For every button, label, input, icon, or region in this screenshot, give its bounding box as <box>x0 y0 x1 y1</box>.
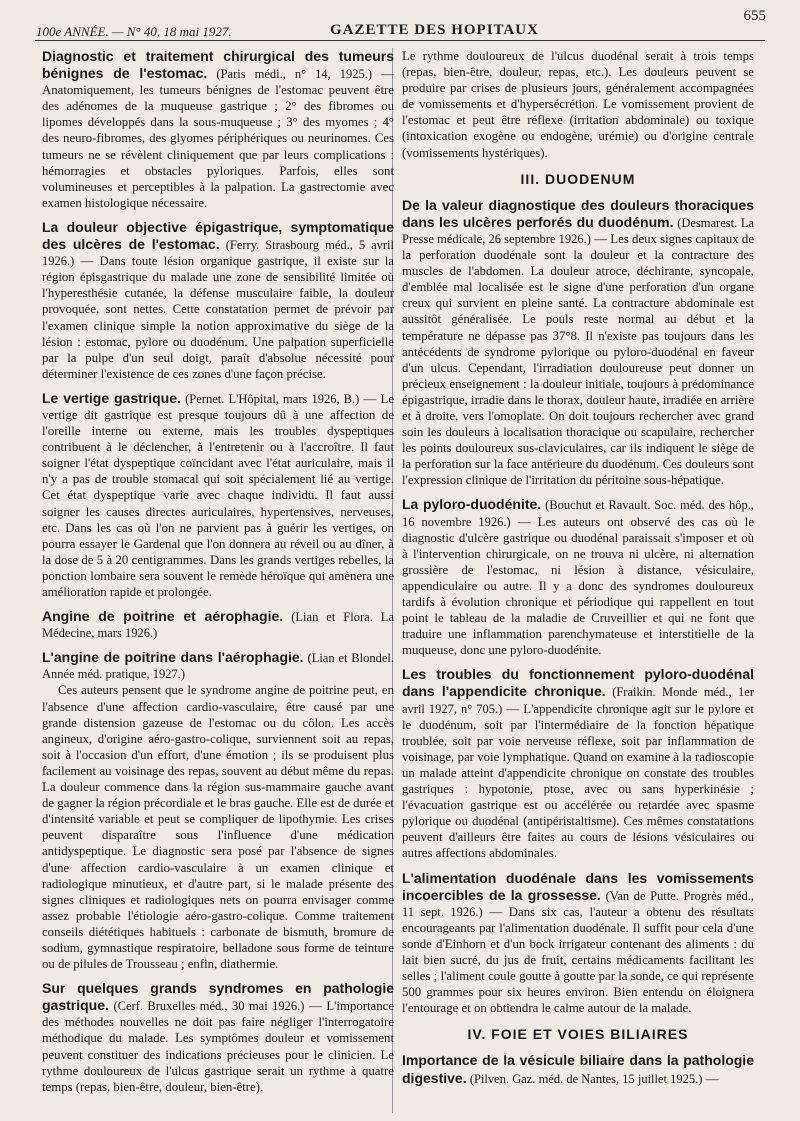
section-heading: IV. FOIE ET VOIES BILIAIRES <box>467 1026 689 1043</box>
article-body: — <box>705 1071 719 1086</box>
article-title: Les troubles du fonctionnement pyloro-duodénal dans l'appendicite chronique. <box>402 666 754 700</box>
article <box>42 48 394 211</box>
article-continuation <box>402 48 754 161</box>
article-reference: (Pilven. Gaz. méd. de Nantes, 15 juillet 1925.) <box>469 1071 703 1086</box>
article-reference: (Paris médi., n° 14, 1925.) <box>216 67 373 82</box>
article <box>402 496 754 658</box>
article-reference: (Lian et Blondel. Année méd. pratique, 1927.) <box>42 651 395 682</box>
article <box>402 870 754 1017</box>
article-reference: (Ferry. Strasbourg méd., 5 avril 1926.) <box>42 238 394 269</box>
article <box>42 219 394 382</box>
article-title: De la valeur diagnostique des douleurs thoraciques dans les ulcères perforés du duodénum. <box>402 196 754 230</box>
page-number: 655 <box>743 8 766 24</box>
article-title: Importance de la vésicule biliaire dans la pathologie digestive. <box>402 1052 754 1086</box>
article <box>402 1052 754 1086</box>
article-body: — Dans six cas, l'auteur a obtenu des résultats encourageants par l'alimentation duodénale. Il suffit pour cela d'une sonde d'Einhorn et d'un bock irrigateur contenant des aliments : du lait bien sucré, du jus de fruit, certains médicaments facilitant les selles ; l'aliment coule goutte à goutte par la sonde, ce qui représente 500 grammes pour six heures environ. Bien entendu on éloignera l'entourage et on obtiendra le calme autour de la malade. <box>402 904 754 1016</box>
article-body: Le rythme douloureux de l'ulcus duodénal serait à trois temps (repas, bien-être, douleur, repas, etc.). Les douleurs peuvent se produire par crises de plusieurs jours, généralement accompagnées de vomissements et d'hypersécrétion. Le vomissement provient de l'estomac et peut être réflexe (irritation abdominale) ou toxique (intoxication exogène ou endogène, urémie) ou d'origine centrale (vomissements hystériques). <box>402 49 754 160</box>
article-title: L'angine de poitrine dans l'aérophagie. <box>42 649 304 666</box>
article <box>402 666 754 861</box>
article-body: — L'appendicite chronique agit sur le pylore et le duodénum, soit par l'intermédiaire de la fonction hépatique troublée, soit par voie nerveuse réflexe, soit par inflammation de voisinage, par voie lymphatique. Quand on examine à la radioscopie un malade atteint d'appendicite chronique on constate des troubles gastriques : hypotonie, ptose, avec ou sans hyperkinésie ; l'évacuation gastrique est ou accélérée ou retardée avec spasme pylorique ou duodénal (antipéristaltisme). Ces mêmes constatations peuvent d'ailleurs être faites au cours de lésions vésiculaires ou autres affections abdominales. <box>402 701 754 861</box>
header-rule <box>35 40 765 41</box>
article-reference: (Bouchut et Ravault. Soc. méd. des hôp., 16 novembre 1926.) <box>402 498 754 529</box>
section-heading: III. DUODENUM <box>520 170 636 187</box>
article-reference: (Van de Putte. Progrès méd., 11 sept. 1926.) <box>402 888 755 919</box>
article <box>42 608 394 641</box>
left-column <box>42 48 394 1103</box>
article-body: — Les auteurs ont observé des cas où le diagnostic d'ulcère gastrique ou duodénal paraissait s'imposer et où à l'intervention chirurgicale, on ne trouva ni ulcère, ni alternation grossière de l'estomac, ni lésion à distance, vésiculaire, appendiculaire ou autre. Il y a donc des syndromes douloureux tardifs à évolution chronique et périodique qui rappellent en tout point le tableau de la maladie de Cruveillier et qui ne font que traduire une inflammation parenchymateuse et interstitielle de la muqueuse, donc une pyloro-duodénite. <box>402 514 755 658</box>
article-reference: (Cerf. Bruxelles méd., 30 mai 1926.) <box>113 999 305 1014</box>
article-title: Le vertige gastrique. <box>42 389 181 406</box>
running-head <box>30 8 770 38</box>
article <box>402 197 754 489</box>
article <box>42 649 394 972</box>
article <box>42 390 394 600</box>
article-reference: (Desmarest. La Presse médicale, 26 septembre 1926.) <box>402 215 755 246</box>
article-title: La douleur objective épigastrique, symptomatique des ulcères de l'estomac. <box>42 218 394 253</box>
journal-title: GAZETTE DES HOPITAUX <box>330 22 539 38</box>
issue-line: 100e ANNÉE. — N° 40, 18 mai 1927. <box>36 24 232 39</box>
article-body: — Le vertige dit gastrique est presque toujours dû à une affection de l'oreille interne ou externe, mais les troubles dyspeptiques contribuent à le déclencher, à l'entretenir ou à l'accroître. Il faut soigner l'état dyspeptique coïncidant avec l'état auriculaire, mais il n'y a pas de trouble stomacal qui soit spécialement lié au vertige. Cet état dyspeptique varie avec chaque individu. Il faut aussi soigner les causes directes auriculaires, hypertensives, nerveuses, etc. Dans les cas où l'on ne parvient pas à guérir les vertiges, on pourra essayer le Gardenal que l'on donnera au réveil ou au dîner, à la dose de 5 à 20 centigrammes. Dans les grands vertiges rebelles, la ponction lombaire sera souvent le remède héroïque qui amènera une amélioration rapide et prolongée. <box>42 391 395 599</box>
article-body: Ces auteurs pensent que le syndrome angine de poitrine peut, en l'absence d'une affection cardio-vasculaire, être causé par une grande distension gazeuse de l'estomac ou du côlon. Les accès angineux, d'origine aéro-gastro-colique, surviennent soit au repas, soit à l'occasion d'un effort, d'une émotion ; ils se produisent plus facilement au voisinage des repas, souvent au début même du repas. La douleur commence dans la région sus-mammaire gauche avant de gagner la région précordiale et le bras gauche. Elle est de durée et d'intensité variable et peut se compliquer de lipothymie. Les crises peuvent disparaître sous l'influence d'une médication antidyspeptique. Le diagnostic sera posé par l'absence de signes d'une affection cardio-vasculaire à un examen clinique et radiologique minutieux, et d'autre part, si le malade présente des signes cliniques et radiologiques nets on pourra envisager comme assez probable l'étiologie aéro-gastro-colique. Comme traitement conseils diététiques habituels : carbonate de bismuth, bromure de sodium, gymnastique respiratoire, belladone sous forme de teinture ou de pilules de Trousseau ; enfin, diathermie. <box>42 683 394 972</box>
article-reference: (Lian et Flora. La Médecine, mars 1926.) <box>42 610 394 641</box>
article-body: — Dans toute lésion organique gastrique, il existe sur la région épisgastrique du malade une zone de sensibilité limitée où l'hyperesthésie cutanée, la défense musculaire faible, la douleur provoquée, sont nettes. Cette constatation permet de prévoir par l'examen clinique simple la notion approximative du siège de la lésion : estomac, pylore ou duodénum. Une palpation superficielle par la pulpe d'un seul doigt, paraît d'absolue nécessité pour déterminer l'existence de ces zones d'une façon précise. <box>42 254 394 381</box>
article-title: Angine de poitrine et aérophagie. <box>42 608 284 625</box>
article-reference: (Pernet. L'Hôpital, mars 1926, B.) <box>185 391 360 406</box>
article-title: L'alimentation duodénale dans les vomissements incoercibles de la grossesse. <box>402 869 754 903</box>
right-column <box>402 48 754 1095</box>
article-body: — Anatomiquement, les tumeurs bénignes de l'estomac peuvent être des adénomes de la muqueuse gastrique ; 2° des fibromes ou lipomes développés dans la sous-muqueuse ; 3° des myomes ; 4° des neuro-fibromes, des glyomes périphériques ou neurinomes. Ces tumeurs ne se révèlent cliniquement que par leurs complications : hémorragies et obstacles pyloriques. Parfois, elles sont volumineuses et perceptibles à la palpation. La gastrectomie avec examen histologique nécessaire. <box>42 67 394 210</box>
article <box>42 980 394 1095</box>
article-title: Diagnostic et traitement chirurgical des tumeurs bénignes de l'estomac. <box>42 48 394 82</box>
article-title: La pyloro-duodénite. <box>402 496 542 513</box>
article-body: — L'importance des méthodes nouvelles ne doit pas faire négliger l'interrogatoire méthodique du malade. Les symptômes douleur et vomissement peuvent constituer des indications précieuses pour le clinicien. Le rythme douloureux de l'ulcus gastrique serait un rythme à quatre temps (repas, bien-être, douleur, bien-être). <box>42 999 394 1094</box>
article-title: Sur quelques grands syndromes en pathologie gastrique. <box>42 980 394 1014</box>
article-reference: (Fraikin. Monde méd., 1er avril 1927, n° 705.) <box>402 685 755 716</box>
article-body: — Les deux signes capitaux de la perforation duodénale sont la douleur et la contracture des muscles de l'abdomen. La douleur atroce, déchirante, syncopale, d'emblée mal localisée est le signe d'une perforation d'un organe creux qui survient en pleine santé. La contracture abdominale est aussitôt généralisée. Le pouls reste normal au début et la température ne dépasse pas 37°8. Il n'existe pas toujours dans les antécédents de syndrome pylorique ou pyloro-duodénal en faveur d'un ulcus. Cependant, l'irradiation douloureuse peut donner un précieux enseignement : la douleur initiale, toujours à prédominance épigastrique, irradie dans le thorax, douleur haute, irradiée en arrière et à droite, vers l'omoplate. On doit toujours rechercher avec grand soin les douleurs à localisation thoracique ou scapulaire, rechercher les points douloureux sus-claviculaires, car ils indiquent le siège de la perforation sur la face antérieure du duodénum. Ces douleurs sont l'expression clinique de l'irritation du péritoine sous-hépatique. <box>402 231 754 488</box>
